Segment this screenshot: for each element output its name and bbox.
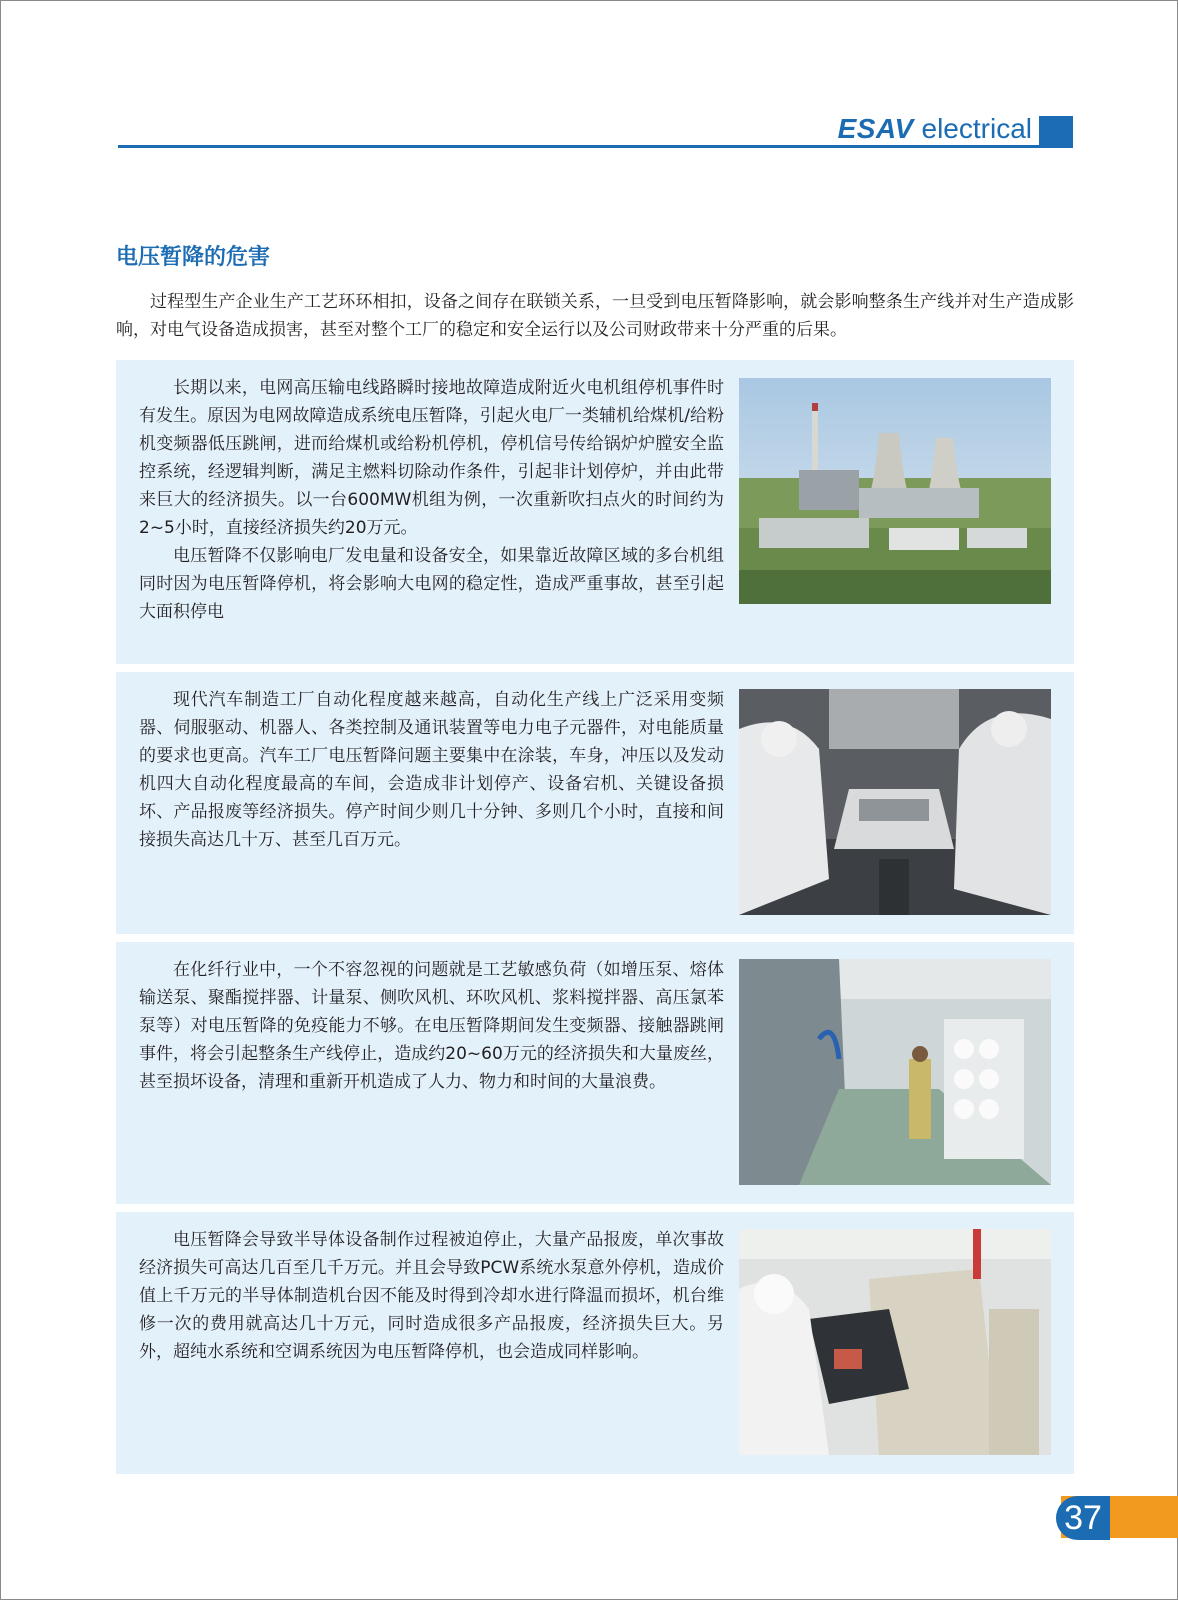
panel-paragraph: 现代汽车制造工厂自动化程度越来越高，自动化生产线上广泛采用变频器、伺服驱动、机器人、各类控制及通讯装置等电力电子元器件，对电能质量的要求也更高。汽车工厂电压暂降问题主要集中在涂装，车身，冲压以及发动机四大自动化程度最高的车间，会造成非计划停产、设备宕机、关键设备损坏、产品报废等经济损失。停产时间少则几十分钟、多则几个小时，直接和间接损失高达几十万、甚至几百万元。 (139, 690, 724, 850)
panel-text (139, 1226, 724, 1366)
brand-bold: ESAV (837, 113, 914, 144)
panel-chemical-fiber (116, 942, 1074, 1204)
panel-paragraph: 电压暂降会导致半导体设备制作过程被迫停止，大量产品报废，单次事故经济损失可高达几百至几千万元。并且会导致PCW系统水泵意外停机，造成价值上千万元的半导体制造机台因不能及时得到冷却水进行降温而损坏，机台维修一次的费用就高达几十万元，同时造成很多产品报废，经济损失巨大。另外，超纯水系统和空调系统因为电压暂降停机，也会造成同样影响。 (139, 1230, 724, 1362)
panel-text (139, 956, 724, 1096)
car-paint-robots-photo (739, 689, 1051, 915)
panel-power-plant (116, 360, 1074, 664)
semiconductor-cleanroom-photo (739, 1229, 1051, 1455)
panel-text (139, 374, 724, 626)
fiber-factory-photo (739, 959, 1051, 1185)
panel-text (139, 686, 724, 854)
panel-paragraph: 长期以来，电网高压输电线路瞬时接地故障造成附近火电机组停机事件时有发生。原因为电网故障造成系统电压暂降，引起火电厂一类辅机给煤机/给粉机变频器低压跳闸，进而给煤机或给粉机停机，停机信号传给锅炉炉膛安全监控系统，经逻辑判断，满足主燃料切除动作条件，引起非计划停炉，并由此带来巨大的经济损失。以一台600MW机组为例，一次重新吹扫点火的时间约为2~5小时，直接经济损失约20万元。 (139, 378, 724, 538)
panel-paragraph: 电压暂降不仅影响电厂发电量和设备安全，如果靠近故障区域的多台机组同时因为电压暂降停机，将会影响大电网的稳定性，造成严重事故，甚至引起大面积停电 (139, 546, 724, 622)
page-number: 37 (1056, 1496, 1110, 1540)
section-title: 电压暂降的危害 (116, 245, 271, 270)
brand-light: electrical (913, 113, 1032, 144)
power-plant-photo (739, 378, 1051, 604)
header-rule (118, 145, 1073, 148)
panel-semiconductor (116, 1212, 1074, 1474)
panel-automotive (116, 672, 1074, 934)
brand-logo (838, 113, 1032, 145)
panel-paragraph: 在化纤行业中，一个不容忽视的问题就是工艺敏感负荷（如增压泵、熔体输送泵、聚酯搅拌器、计量泵、侧吹风机、环吹风机、浆料搅拌器、高压氯苯泵等）对电压暂降的免疫能力不够。在电压暂降期间发生变频器、接触器跳闸事件，将会引起整条生产线停止，造成约20~60万元的经济损失和大量废丝，甚至损坏设备，清理和重新开机造成了人力、物力和时间的大量浪费。 (139, 960, 724, 1092)
brand-square-mark (1039, 116, 1073, 148)
intro-paragraph: 过程型生产企业生产工艺环环相扣，设备之间存在联锁关系，一旦受到电压暂降影响，就会影响整条生产线并对生产造成影响，对电气设备造成损害，甚至对整个工厂的稳定和安全运行以及公司财政带来十分严重的后果。 (116, 292, 1074, 340)
